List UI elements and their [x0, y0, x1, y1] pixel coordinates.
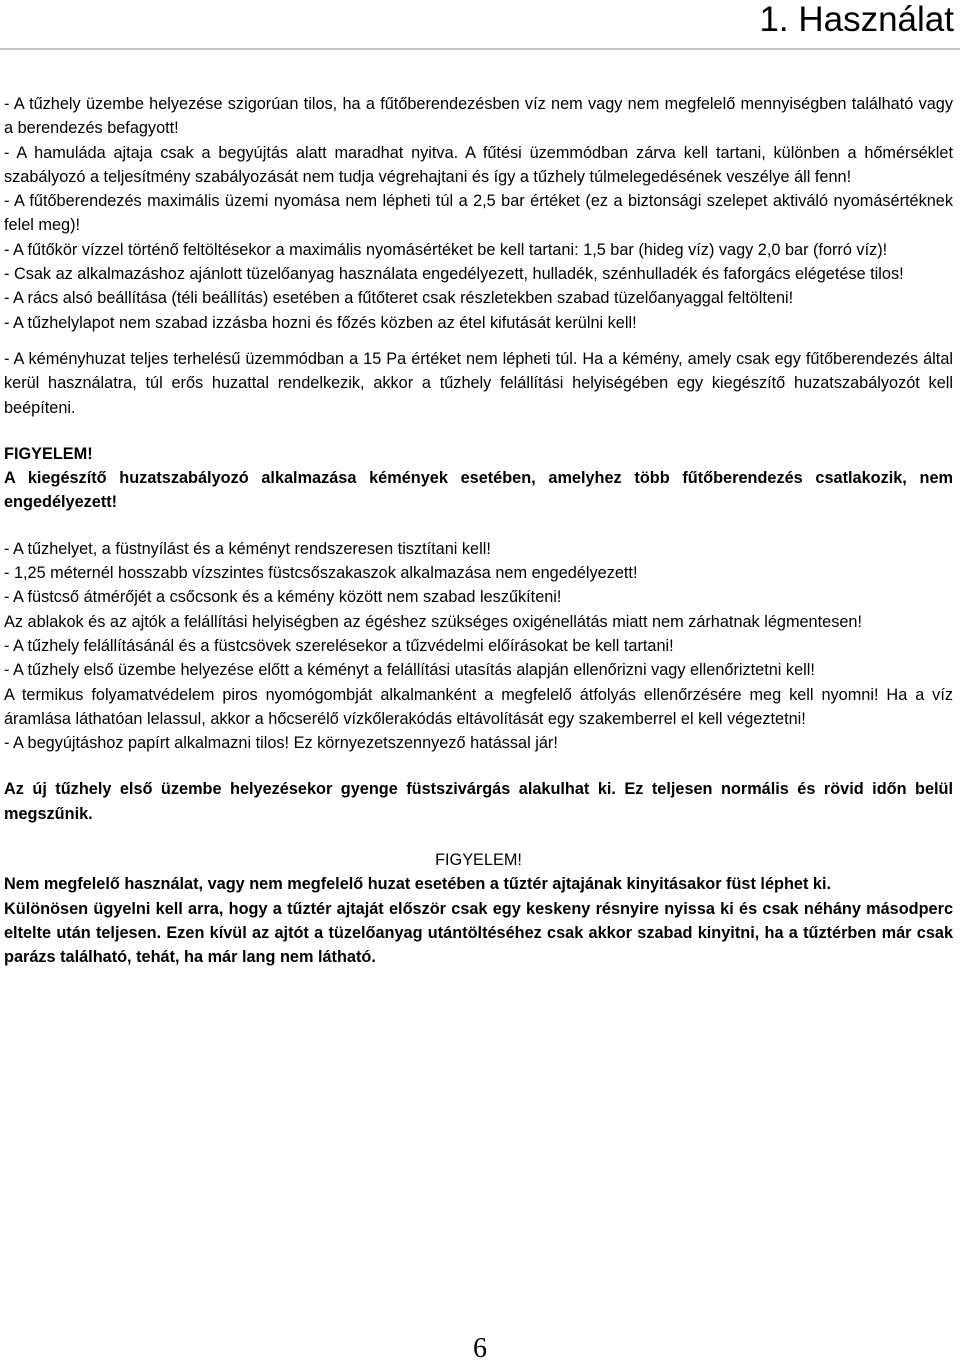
- paragraph-flue-length: - 1,25 méternél hosszabb vízszintes füstcsőszakaszok alkalmazása nem engedélyezett!: [4, 564, 638, 583]
- spacer: [4, 420, 953, 442]
- spacer: [4, 826, 953, 848]
- paragraph-door-opening: Különösen ügyelni kell arra, hogy a tűztér ajtaját először csak egy keskeny résnyire nyissa ki és csak néhány másodperc eltelte után teljesen. Ezen kívül az ajtót a tüzelőanyag utántöltéséhez csak akkor szabad kinyitni, ha a tűztérben már csak parázs található, tehát, ha már lang nem látható.: [4, 899, 953, 967]
- section-title: 1. Használat: [759, 0, 954, 39]
- paragraph-ash-door: - A hamuláda ajtaja csak a begyújtás alatt maradhat nyitva. A fűtési üzemmódban zárva kell tartani, különben a hőmérséklet szabályozó a teljesítmény szabályozását nem tudja végrehajtani és így a tűzhely túlmelegedésének veszélye áll fenn!: [4, 143, 953, 186]
- paragraph-chimney-draft: - A kéményhuzat teljes terhelésű üzemmódban a 15 Pa értéket nem lépheti túl. Ha a kémény, amely csak egy fűtőberendezés által kerül használatra, túl erős huzattal rendelkezik, akkor a tűzhely felállítási helyiségében egy kiegészítő huzatszabályozót kell beépíteni.: [4, 349, 953, 417]
- paragraph-max-pressure: - A fűtőberendezés maximális üzemi nyomása nem lépheti túl a 2,5 bar értéket (ez a biztonsági szelepet aktiváló nyomásértéknek felel meg)!: [4, 192, 953, 235]
- paragraph-fuel: - Csak az alkalmazáshoz ajánlott tüzelőanyag használata engedélyezett, hulladék, szénhulladék és faforgács elégetése tilos!: [4, 265, 904, 284]
- document-body: [4, 92, 953, 970]
- warning-heading-centered: FIGYELEM!: [435, 851, 522, 870]
- paragraph-first-start: - A tűzhely első üzembe helyezése előtt a kéményt a felállítási utasítás alapján ellenőrizni vagy ellenőriztetni kell!: [4, 661, 815, 680]
- page-number: 6: [473, 1333, 487, 1364]
- paragraph-thermal-protection: A termikus folyamatvédelem piros nyomógombját alkalmanként a megfelelő átfolyás ellenőrzésére meg kell nyomni! Ha a víz áramlása láthatóan lelassul, akkor a hőcserélő vízkőlerakódás eltávolítását egy szakemberrel el kell végeztetni!: [4, 685, 953, 728]
- paragraph-paper-ignition: - A begyújtáshoz papírt alkalmazni tilos! Ez környezetszennyező hatással jár!: [4, 734, 558, 753]
- paragraph-windows-doors: Az ablakok és az ajtók a felállítási helyiségben az égéshez szükséges oxigénellátás miatt nem zárhatnak légmentesen!: [4, 612, 862, 631]
- paragraph-filling-pressure: - A fűtőkör vízzel történő feltöltésekor a maximális nyomásértéket be kell tartani: 1,5 bar (hideg víz) vagy 2,0 bar (forró víz)!: [4, 240, 888, 259]
- spacer: [4, 755, 953, 777]
- paragraph-grate: - A rács alsó beállítása (téli beállítás) esetében a fűtőteret csak részletekben szabad tüzelőanyaggal feltölteni!: [4, 289, 794, 308]
- paragraph-smoke-leak: Az új tűzhely első üzembe helyezésekor gyenge füstszivárgás alakulhat ki. Ez teljesen normális és rövid időn belül megszűnik.: [4, 780, 953, 823]
- warning-heading: FIGYELEM!: [4, 444, 93, 463]
- paragraph-flue-diameter: - A füstcső átmérőjét a csőcsonk és a kémény között nem szabad leszűkíteni!: [4, 588, 562, 607]
- paragraph-fire-safety: - A tűzhely felállításánál és a füstcsövek szerelésekor a tűzvédelmi előírásokat be kell tartani!: [4, 636, 674, 655]
- spacer: [4, 335, 953, 347]
- paragraph-water-warning: - A tűzhely üzembe helyezése szigorúan tilos, ha a fűtőberendezésben víz nem vagy nem megfelelő mennyiségben található vagy a berendezés befagyott!: [4, 95, 953, 138]
- paragraph-cleaning: - A tűzhelyet, a füstnyílást és a kéményt rendszeresen tisztítani kell!: [4, 539, 491, 558]
- paragraph-hotplate: - A tűzhelylapot nem szabad izzásba hozni és főzés közben az étel kifutását kerülni kell!: [4, 313, 637, 332]
- header-divider: [0, 48, 960, 50]
- spacer: [4, 515, 953, 537]
- paragraph-improper-use: Nem megfelelő használat, vagy nem megfelelő huzat esetében a tűztér ajtajának kinyitásakor füst léphet ki.: [4, 875, 831, 894]
- paragraph-draft-regulator-warning: A kiegészítő huzatszabályozó alkalmazása kémények esetében, amelyhez több fűtőberendezés csatlakozik, nem engedélyezett!: [4, 469, 953, 512]
- page-header: [0, 0, 960, 44]
